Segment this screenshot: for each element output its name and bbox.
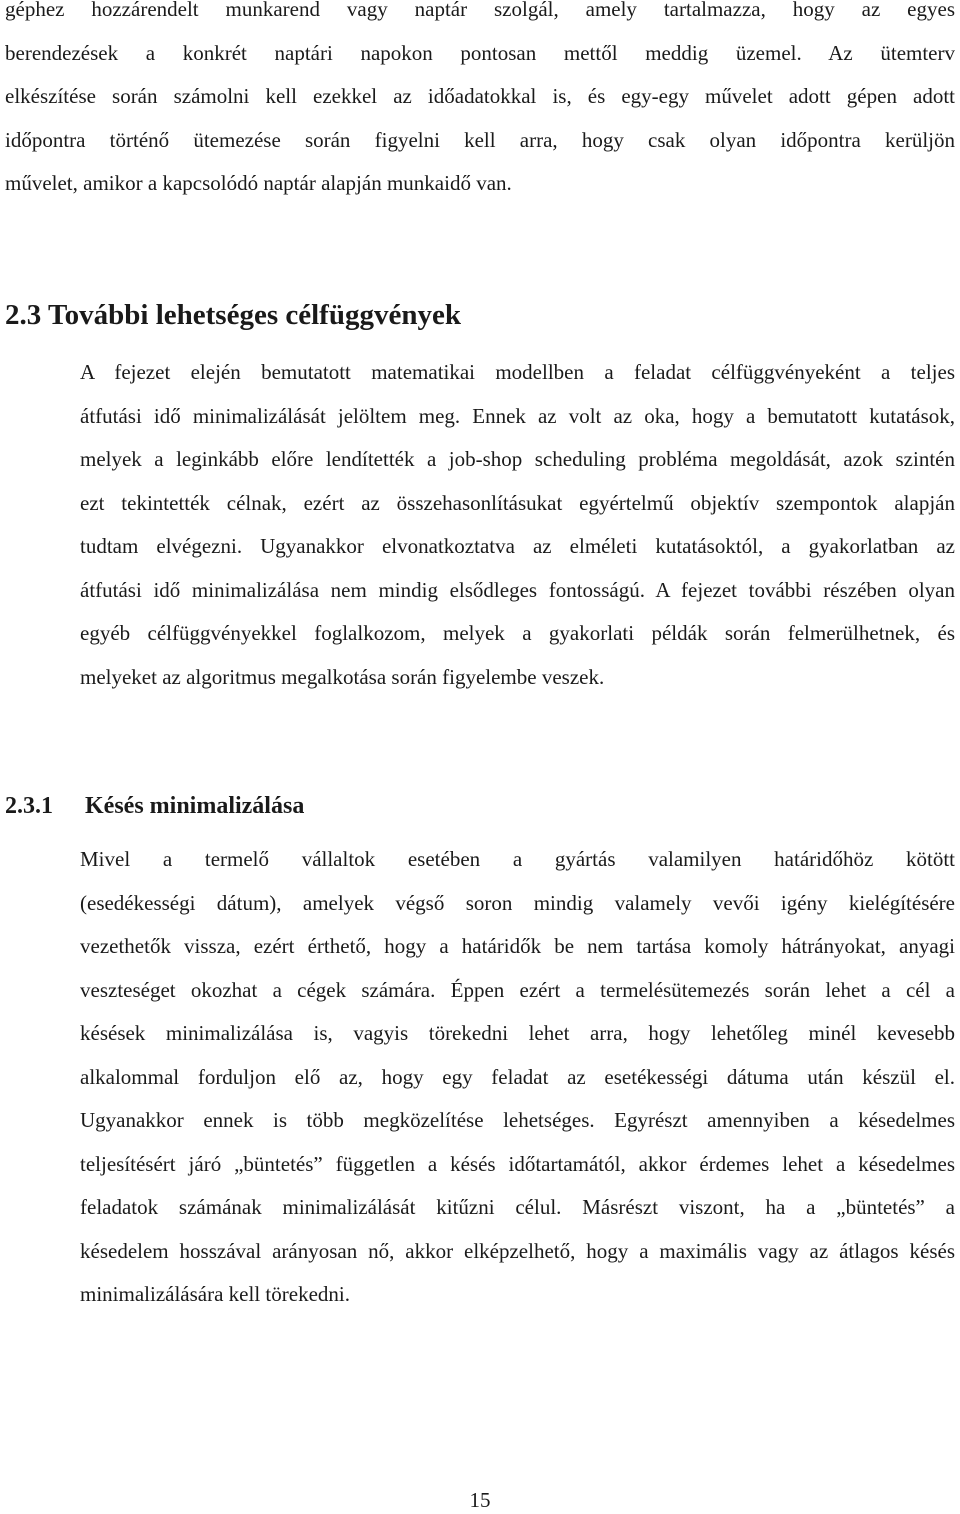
- text-line: Mivel a termelő vállaltok esetében a gyártás valamilyen határidőhöz kötött: [80, 847, 955, 871]
- text-line: átfutási idő minimalizálása nem mindig elsődleges fontosságú. A fejezet további részében olyan: [80, 577, 955, 602]
- paragraph-section-2-3-1: [5, 838, 955, 1317]
- text-line: alkalommal forduljon elő az, hogy egy feladat az esetékességi dátuma után készül el.: [80, 1064, 955, 1089]
- text-line: vezethetők vissza, ezért érthető, hogy a határidők be nem tartása komoly hátrányokat, anyagi: [80, 934, 955, 958]
- text-line: teljesítésért járó „büntetés” független a késés időtartamától, akkor érdemes lehet a késedelmes: [80, 1151, 955, 1176]
- text-line: művelet, amikor a kapcsolódó naptár alapján munkaidő van.: [5, 171, 512, 195]
- paragraph-section-2-3: [5, 351, 955, 699]
- text-line: melyek a leginkább előre lendítették a job-shop scheduling probléma megoldását, azok szintén: [80, 447, 955, 471]
- text-line: berendezések a konkrét naptári napokon pontosan mettől meddig üzemel. Az ütemterv: [5, 40, 955, 65]
- text-line: késedelem hosszával arányosan nő, akkor elképzelhető, hogy a maximális vagy az átlagos késés: [80, 1238, 955, 1263]
- section-heading-2-3: 2.3 További lehetséges célfüggvények: [5, 299, 461, 331]
- text-line: időpontra történő ütemezése során figyelni kell arra, hogy csak olyan időpontra kerüljön: [5, 127, 955, 152]
- section-heading-2-3-1: [5, 789, 304, 823]
- text-line: veszteséget okozhat a cégek számára. Éppen ezért a termelésütemezés során lehet a cél a: [80, 977, 955, 1002]
- page-number: 15: [469, 1488, 491, 1512]
- text-line: (esedékességi dátum), amelyek végső soron mindig valamely vevői igény kielégítésére: [80, 890, 955, 915]
- text-line: feladatok számának minimalizálását kitűzni célul. Másrészt viszont, ha a „büntetés” a: [80, 1195, 955, 1219]
- text-line: késések minimalizálása is, vagyis törekedni lehet arra, hogy lehetőleg minél kevesebb: [80, 1021, 955, 1045]
- text-line: A fejezet elején bemutatott matematikai modellben a feladat célfüggvényeként a teljes: [80, 360, 955, 384]
- text-line: ezt tekintették célnak, ezért az összehasonlításukat egyértelmű objektív szempontok alapján: [80, 490, 955, 515]
- section-title: Késés minimalizálása: [85, 793, 305, 819]
- text-line: átfutási idő minimalizálását jelöltem meg. Ennek az volt az oka, hogy a bemutatott kutatások,: [80, 403, 955, 428]
- text-line: melyeket az algoritmus megalkotása során figyelembe veszek.: [80, 664, 605, 689]
- text-line: elkészítése során számolni kell ezekkel az időadatokkal is, és egy-egy művelet adott gépen adott: [5, 84, 955, 108]
- section-number: 2.3.1: [5, 793, 53, 819]
- text-line: tudtam elvégezni. Ugyanakkor elvonatkoztatva az elméleti kutatásoktól, a gyakorlatban az: [80, 534, 955, 558]
- text-line: minimalizálására kell törekedni.: [80, 1282, 350, 1306]
- text-line: egyéb célfüggvényekkel foglalkozom, melyek a gyakorlati példák során felmerülhetnek, és: [80, 621, 955, 645]
- paragraph-intro-continued: [5, 0, 955, 206]
- text-line: géphez hozzárendelt munkarend vagy naptár szolgál, amely tartalmazza, hogy az egyes: [5, 0, 955, 21]
- text-line: Ugyanakkor ennek is több megközelítése lehetséges. Egyrészt amennyiben a késedelmes: [80, 1108, 955, 1132]
- document-page: [5, 0, 955, 1512]
